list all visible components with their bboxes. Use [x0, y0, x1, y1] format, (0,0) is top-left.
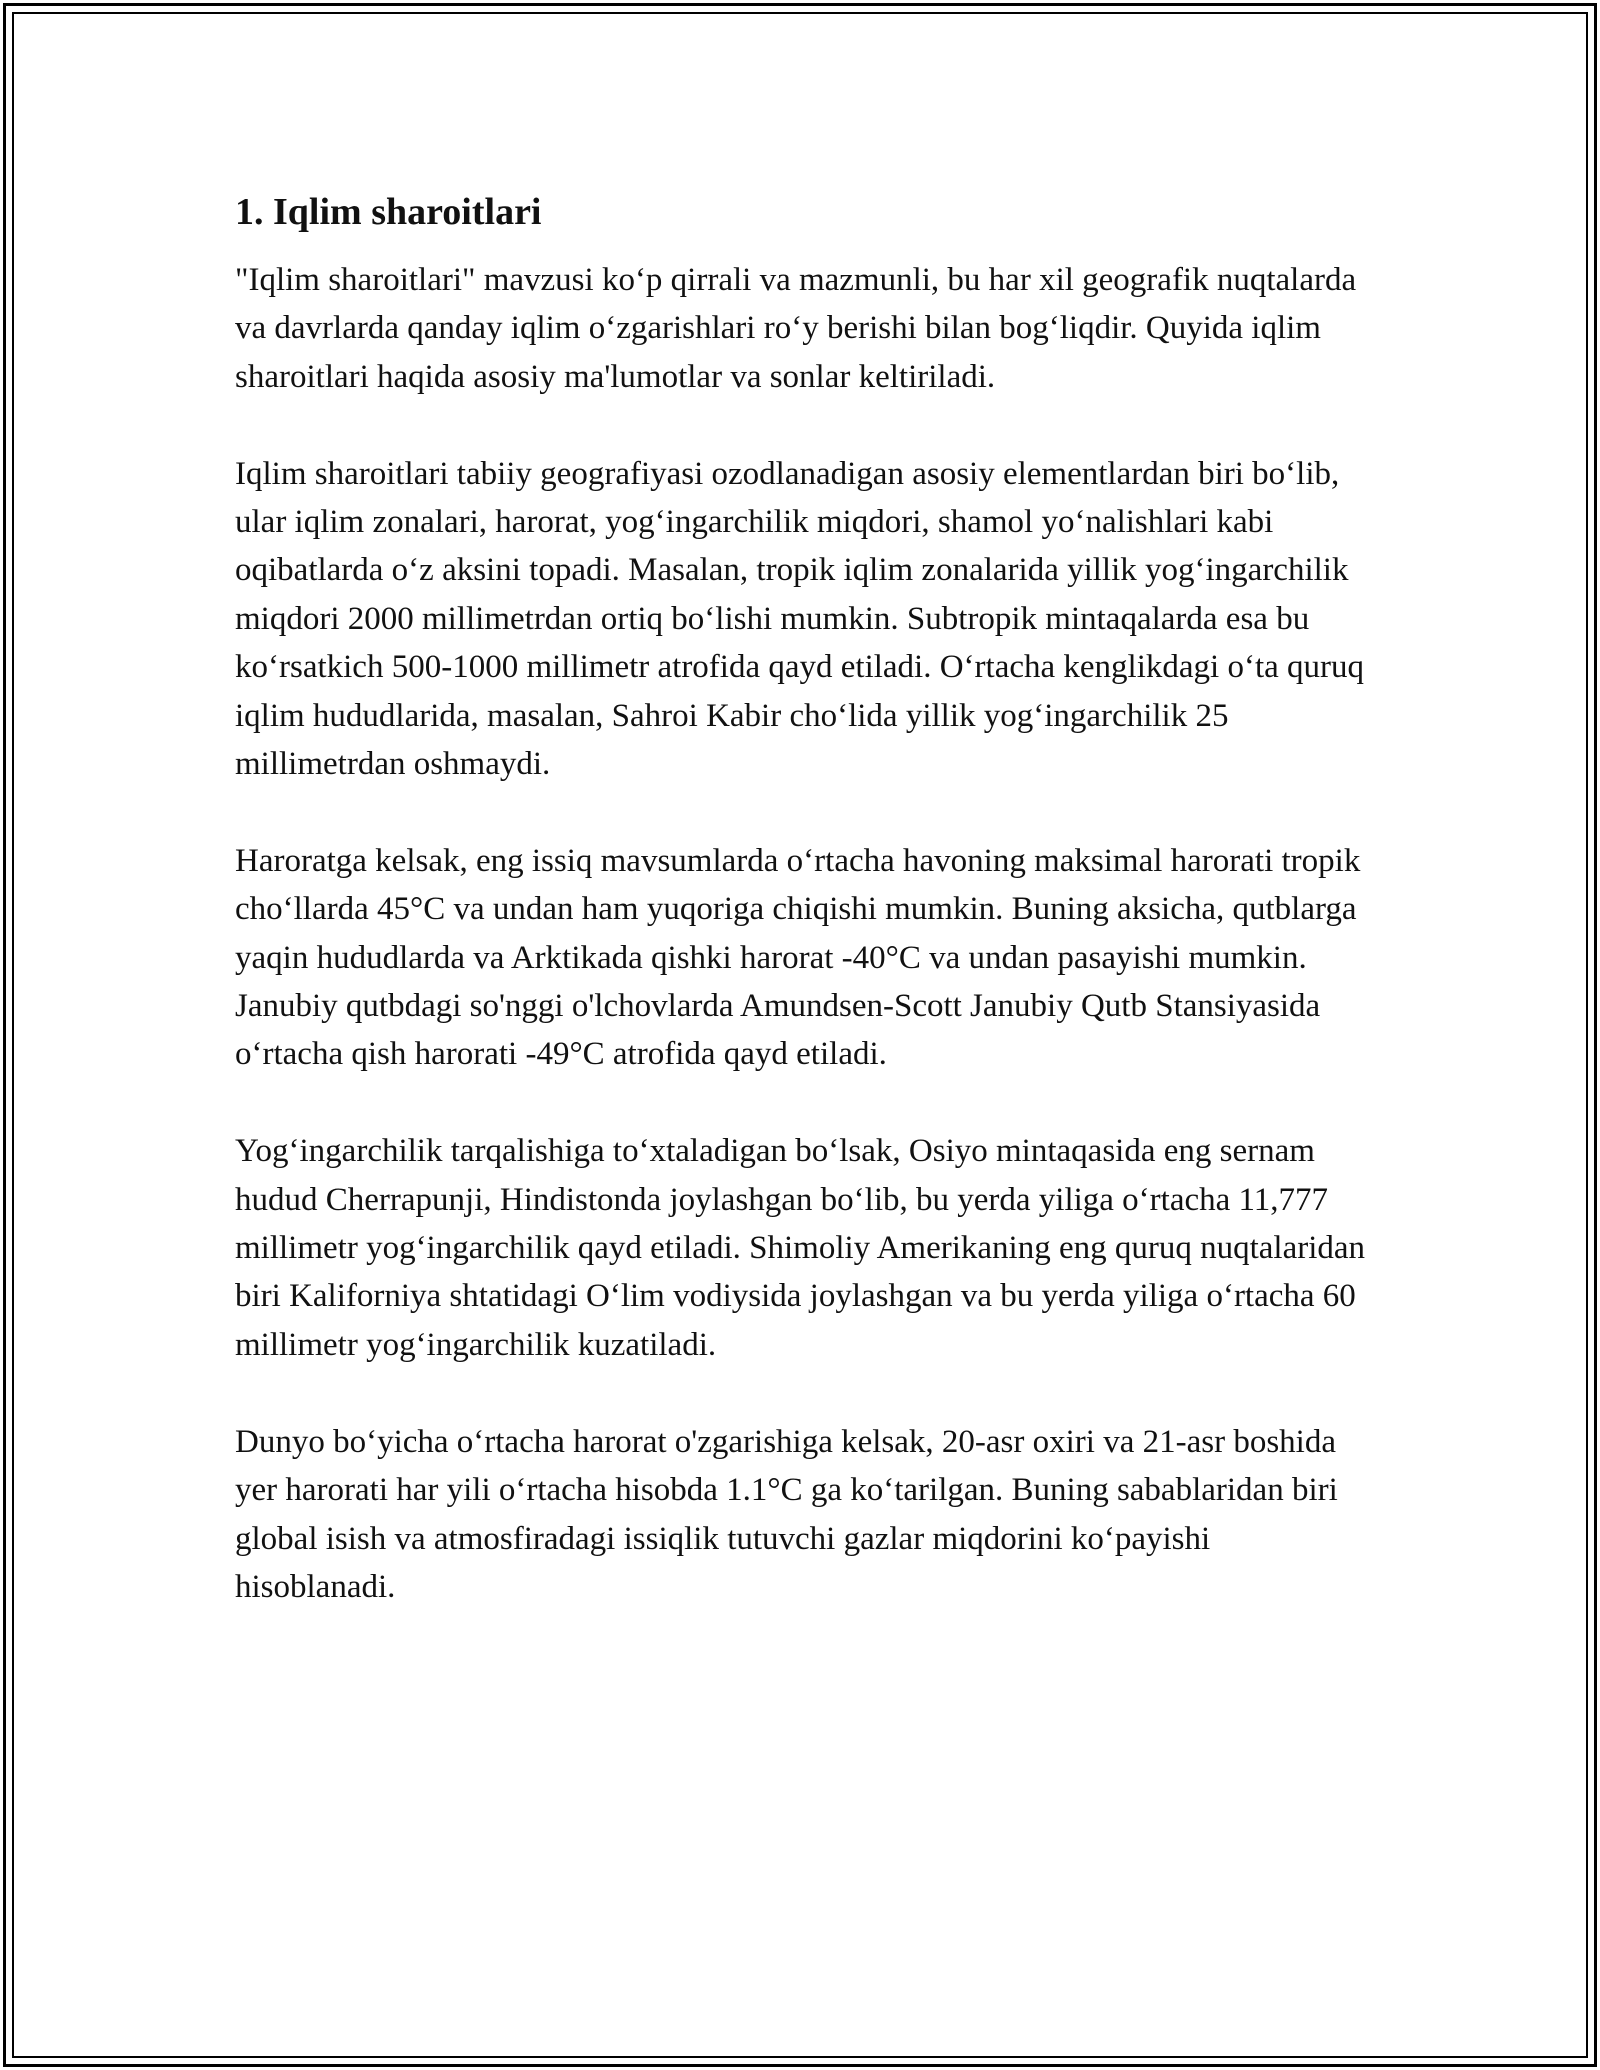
paragraph-temperature: Haroratga kelsak, eng issiq mavsumlarda o‘rtacha havoning maksimal harorati tropik cho‘llarda 45°C va undan ham yuqoriga chiqishi mumkin. Buning aksicha, qutblarga yaqin hududlarda va Arktikada qishki harorat -40°C va undan pasayishi mumkin. Janubiy qutbdagi so'nggi o'lchovlarda Amundsen-Scott Janubiy Qutb Stansiyasida o‘rtacha qish harorati -49°C atrofida qayd etiladi.: [235, 842, 1361, 1073]
document-body: [235, 186, 1375, 1660]
paragraph-precipitation-zones: Iqlim sharoitlari tabiiy geografiyasi ozodlanadigan asosiy elementlardan biri bo‘lib, ular iqlim zonalari, harorat, yog‘ingarchilik miqdori, shamol yo‘nalishlari kabi oqibatlarda o‘z aksini topadi. Masalan, tropik iqlim zonalarida yillik yog‘ingarchilik miqdori 2000 millimetrdan ortiq bo‘lishi mumkin. Subtropik mintaqalarda esa bu ko‘rsatkich 500-1000 millimetr atrofida qayd etiladi. O‘rtacha kenglikdagi o‘ta quruq iqlim hududlarida, masalan, Sahroi Kabir cho‘lida yillik yog‘ingarchilik 25 millimetrdan oshmaydi.: [235, 455, 1364, 783]
paragraph-precipitation-distribution: Yog‘ingarchilik tarqalishiga to‘xtaladigan bo‘lsak, Osiyo mintaqasida eng sernam hudud Cherrapunji, Hindistonda joylashgan bo‘lib, bu yerda yiliga o‘rtacha 11,777 millimetr yog‘ingarchilik qayd etiladi. Shimoliy Amerikaning eng quruq nuqtalaridan biri Kaliforniya shtatidagi O‘lim vodiysida joylashgan va bu yerda yiliga o‘rtacha 60 millimetr yog‘ingarchilik kuzatiladi.: [235, 1133, 1366, 1363]
paragraph-intro: "Iqlim sharoitlari" mavzusi ko‘p qirrali va mazmunli, bu har xil geografik nuqtalarda va davrlarda qanday iqlim o‘zgarishlari ro‘y berishi bilan bog‘liqdir. Quyida iqlim sharoitlari haqida asosiy ma'lumotlar va sonlar keltiriladi.: [235, 262, 1357, 395]
section-heading: 1. Iqlim sharoitlari: [235, 191, 542, 233]
paragraph-global-warming: Dunyo bo‘yicha o‘rtacha harorat o'zgarishiga kelsak, 20-asr oxiri va 21-asr boshida yer harorati har yili o‘rtacha hisobda 1.1°C ga ko‘tarilgan. Buning sabablaridan biri global isish va atmosfiradagi issiqlik tutuvchi gazlar miqdorini ko‘payishi hisoblanadi.: [235, 1423, 1338, 1605]
